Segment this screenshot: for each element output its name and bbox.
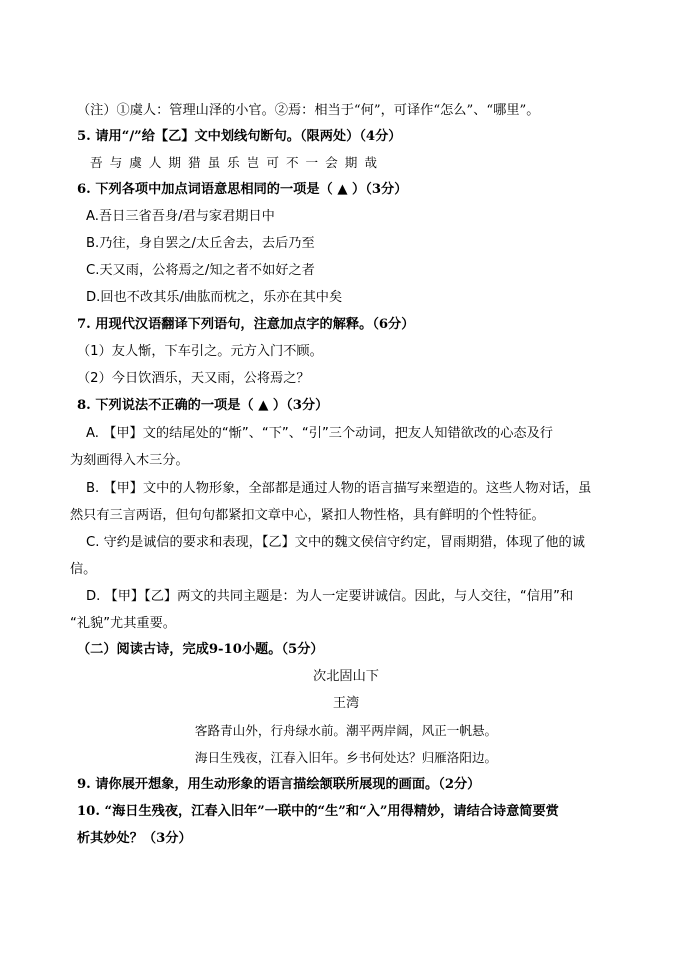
question-6-option-b: B.乃往，身自罢之/太丘舍去，去后乃至 xyxy=(86,236,315,251)
question-8-option-d-line2: “礼貌”尤其重要。 xyxy=(70,616,176,631)
question-6-stem: 6. 下列各项中加点词语意思相同的一项是（ ▲ ）（3分） xyxy=(77,182,408,197)
poem-line-1: 客路青山外，行舟绿水前。潮平两岸阔，风正一帆悬。 xyxy=(194,723,498,738)
question-8-option-c-line2: 信。 xyxy=(70,562,97,577)
question-8-option-b-line2: 然只有三言两语，但句句都紧扣文章中心，紧扣人物性格，具有鲜明的个性特征。 xyxy=(70,508,545,523)
question-8-option-a-line2: 为刻画得入木三分。 xyxy=(70,453,189,468)
question-6-option-a: A.吾日三省吾身/君与家君期日中 xyxy=(86,209,275,224)
question-8-option-a-line1: A. 【甲】文的结尾处的“惭”、“下”、“引”三个动词，把友人知错欲改的心态及行 xyxy=(86,426,553,441)
question-5-sentence: 吾与虞人期猎虽乐岂可不一会期哉 xyxy=(90,155,384,170)
question-7-item-1: （1）友人惭，下车引之。元方入门不顾。 xyxy=(77,344,323,359)
question-9-stem: 9. 请你展开想象，用生动形象的语言描绘颔联所展现的画面。（2分） xyxy=(77,777,481,792)
annotation-note: （注）①虞人：管理山泽的小官。②焉：相当于“何”，可译作“怎么”、“哪里”。 xyxy=(77,103,540,118)
question-8-option-d-line1: D. 【甲】【乙】两文的共同主题是：为人一定要讲诚信。因此，与人交往，“信用”和 xyxy=(86,589,574,604)
question-5-stem: 5. 请用“/”给【乙】文中划线句断句。（限两处）（4分） xyxy=(77,129,402,144)
question-10-stem-line1: 10. “海日生残夜，江春入旧年”一联中的“生”和“入”用得精妙，请结合诗意简要赏 xyxy=(77,804,559,819)
section-2-heading: （二）阅读古诗，完成9-10小题。（5分） xyxy=(77,642,324,657)
question-8-stem: 8. 下列说法不正确的一项是（ ▲ ）（3分） xyxy=(77,398,329,413)
question-8-option-c-line1: C. 守约是诚信的要求和表现，【乙】文中的魏文侯信守约定，冒雨期猎，体现了他的诚 xyxy=(86,535,585,550)
poem-line-2: 海日生残夜，江春入旧年。乡书何处达？归雁洛阳边。 xyxy=(194,750,498,765)
question-6-option-c: C.天又雨，公将焉之/知之者不如好之者 xyxy=(86,263,315,278)
poem-title: 次北固山下 xyxy=(313,669,379,684)
question-8-option-b-line1: B. 【甲】文中的人物形象，全部都是通过人物的语言描写来塑造的。这些人物对话，虽 xyxy=(86,481,592,496)
question-7-stem: 7. 用现代汉语翻译下列语句，注意加点字的解释。（6分） xyxy=(77,317,415,332)
question-6-option-d: D.回也不改其乐/曲肱而枕之，乐亦在其中矣 xyxy=(86,290,343,305)
question-7-item-2: （2）今日饮酒乐，天又雨，公将焉之？ xyxy=(77,371,310,386)
question-10-stem-line2: 析其妙处？（3分） xyxy=(77,831,192,846)
poem-author: 王湾 xyxy=(332,696,360,711)
